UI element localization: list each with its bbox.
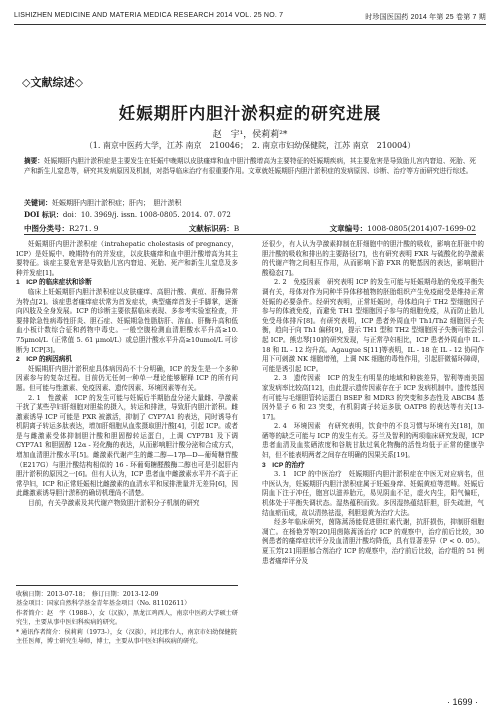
section-heading: 1 ICP 的临床症状和诊断 — [16, 279, 92, 287]
right-column — [262, 240, 484, 566]
journal-title-en: LISHIZHEN MEDICINE AND MATERIA MEDICA RESEARCH 2014 VOL. 25 NO. 7 — [14, 12, 284, 19]
section-heading: 2 ICP 的病因病机 — [16, 356, 72, 364]
footnotes — [16, 590, 238, 646]
article-title: 妊娠期肝内胆汁淤积症的研究进展 — [118, 104, 382, 123]
running-header — [14, 12, 486, 22]
keywords-label: 关键词： — [24, 198, 52, 207]
doc-code: 文献标识码：B — [188, 224, 240, 233]
affiliation: （1. 南京中医药大学，江苏 南京 210046； 2. 南京市妇幼保健院，江苏 南京 210004） — [84, 141, 416, 150]
left-column — [16, 240, 238, 509]
abstract-text: 妊娠期肝内胆汁淤积症是主要发生在妊娠中晚期以皮肤瘙痒和血中胆汁酸增高为主要特征的妊娠期疾病，其主要危害是导致胎儿宫内窘迫、死胎、死产和新生儿窒息等，研究其发病原因及机制，对指导临床治疗有很重要作用。文章就妊娠期肝内胆汁淤积症的发病原因、诊断、治疗等方面研究进行综述。 — [24, 157, 477, 176]
paragraph: 2. 1 性激素 ICP 的发生可能与妊娠后半期胎盘分泌大量雌、孕激素干扰了某些孕妇肝细胞对胆盐的摄入，转运和排泄，导致肝内胆汁淤积。雌激素诱导 ICP 可能是 PXR 被激活，抑制了 CYP7A1 的表达，同时诱导有机阴离子转运多肽表达，增加肝细胞从血浆摄取胆汁酸[4]，引起 ICP。或者是与雌激素受体抑制胆汁酸和胆固醇转运蛋白，上调 CYP7B1 及下调 CYP7A1 和胆固醇 12α - 羟化酶的表达，从而影响胆汁酸分泌和合成方式，增加血清胆汁酸水平[5]。雌激素代谢产生的雌二醇—17β—D—葡萄糖苷酸（E217G）与胆汁酸结构相似的 16 - 环葡萄糖醛酸酶二醇也可是引起肝内胆汁淤积的原因之一[6]。但有人认为，ICP 患者血中雌激素水平并不高于正常孕妇，ICP 和正常妊娠相比雌激素的血清水平和尿排泄量并无差异[6]，因此雌激素诱导胆汁淤积的确切机理尚不清楚。 — [16, 393, 238, 498]
authors: 赵 宇¹，侯莉莉²* — [212, 130, 288, 140]
paragraph: 临床上妊娠期肝内胆汁淤积症以皮肤瘙痒、高胆汁酸、黄疸、肝酶异常为特点[2]。该症患者瘙痒症状常为首发症状，典型瘙痒首发于手脚掌，逐渐向四肢及全身发展。ICP 的诊断主要依据临床表现、多参考实验室检查，并要排除急性病毒性肝炎、胆石症、妊娠期急性脂肪肝、溶血、肝酶升高和低血小板计数综合征和药物中毒史。一般空腹检测血清胆酸水平升高≥10. 75μmol/L（正常值 5. 61 μmol/L）或总胆汁酸水平升高≥10umol/L 可诊断为 ICP[3]。 — [16, 287, 238, 354]
abstract — [24, 156, 476, 177]
classification-row — [24, 223, 476, 234]
paragraph: 2. 2 免疫因素 研究表明 ICP 的发生可能与妊娠期母胎的免疫平衡失调有关，母体对作为同种半异体移植物的胚胎组织产生免疫耐受是维持正常妊娠的必要条件。经研究表明，正常妊娠时，母体趋向于 TH2 型细胞因子参与的体液免疫，而避免 TH1 型细胞因子参与的细胞免疫，从而防止胎儿免受母体排斥[8]。有研究表明，ICP 患者外周血中 Th1/Th2 细胞因子失衡，趋向于向 Th1 偏移[9]，提示 TH1 型和 TH2 型细胞因子失衡可能会引起 ICP。熊忠琴[10]的研究发现，与正常孕妇相比，ICP 患者外周血中 IL - 18 和 IL - 12 均升高。Agaugue S[11]等表明，IL - 18 在 IL - 12 协同作用下可刺激 NK 细胞增殖，上调 NK 细胞的毒性作用，引起肝微循环障碍，可能是诱引起 ICP。 — [262, 278, 484, 373]
footnote: 收稿日期：2013-07-18； 修订日期：2013-12-09 — [16, 591, 159, 598]
doi-label: DOI 标识： — [24, 210, 63, 219]
footnote: 基金项目：国家自然科学基金青年基金项目（No. 81102611） — [16, 600, 191, 608]
page-number: · 1699 · — [446, 697, 478, 707]
article-number: 文章编号：1008-0805(2014)07-1699-02 — [329, 224, 476, 233]
clc: 中图分类号：R271. 9 — [24, 224, 99, 233]
body-rule — [24, 234, 476, 235]
paragraph: 2. 4 环境因素 有研究表明，饮食中的不良习惯与环境有关[18]，加硒等的缺乏可能与 ICP 的发生有关。芬兰及智利的两项临床研究发现，ICP 患者血清及血浆硒浓度和谷胱甘肽过氧化物酶的活性均低于正常的健康孕妇，但不能表明两者之间存在明确的因果关系[19]。 — [262, 422, 484, 460]
doi — [24, 210, 476, 220]
keywords-text: 妊娠期肝内胆汁淤积症；肝内； 胆汁淤积 — [52, 199, 182, 207]
footnote: * 通讯作者简介：侯莉莉（1973-），女（汉族），河北邢台人，南京市妇幼保健院主任医师，博士研究生导师，博士，主要从事中医妇科疾病的研究。 — [16, 628, 237, 646]
section-heading: 3 ICP 的治疗 — [262, 461, 305, 469]
paragraph: 还很少，有人认为孕激素抑制在肝细胞中的胆汁酸的吸收，影响在肝脏中的胆汁酸的吸收和排出的主要路径[7]，也有研究表明 FXR 与硫酸化的孕激素的代谢产物之间相互作用，从而影响下游 FXR 的靶基因的表达，影响胆汁酸稳态[7]。 — [262, 240, 484, 277]
column-tag: ◇文献综述◇ — [22, 76, 83, 89]
paragraph: 2. 3 遗传因素 ICP 的发生有明显的地域和种族差异，智利等南美国家发病率比较高[12]，由此提示遗传因素存在于 ICP 发病机制中。遗传基因有可能与毛细胆管转运蛋白 BSEP 和 MDR3 的突变和多态性及 ABCB4 基因外显子 6 和 23 突变，有机阴离子转运多肽 OATP8 的表达等有关[13-17]。 — [262, 374, 484, 421]
paragraph: 妊娠期肝内胆汁淤积症具体病因尚不十分明确，ICP 的发生是一个多种因素参与的复杂过程。目前仍无任何一种单一理论能够解释 ICP 的所有问题。但可能与性激素、免疫因素、遗传因素、环境因素等有关。 — [16, 364, 238, 392]
footnote-rule — [16, 585, 238, 586]
paragraph: 经多年临床研究，茵陈蒿汤能促进胆红素代谢，抗肝损伤，抑制肝细胞凋亡。在杨艳芳等[20]用茵陈蒿汤治疗 ICP 的观察中，治疗前后比较，30 例患者的瘙痒症状评分及血清胆汁酸均降低，具有显著差异（P < 0. 05）。夏玉芳[21]用胆郁合剂治疗 ICP 的观察中，治疗前后比较，治疗组的 51 例患者瘙痒评分及 — [262, 518, 484, 565]
footnote: 作者简介：赵 宇（1988-），女（汉族），黑龙江鸡西人，南京中医药大学硕士研究生，主要从事中医妇科疾病的研究。 — [16, 609, 239, 627]
doi-text: doi：10. 3969/j. issn. 1008-0805. 2014. 07. 072 — [62, 211, 231, 219]
header-rule — [14, 24, 486, 25]
abstract-label: 摘要： — [24, 157, 44, 165]
paragraph: 3. 1 ICP 的中医治疗 妊娠期肝内胆汁淤积症在中医无对应病名，但中医认为，妊娠期肝内胆汁淤积症属于妊娠身痒、妊娠黄疸等范畴。妊娠后阴血下注于冲任，胞宫以滋养胎元，易见阴血不足，虚火内生，阳气偏旺，机体处于平衡失调状态。湿热蕴积而致。多因湿热蕴结肝胆，肝失疏泄，气结血瘀而成，故以清热祛湿，利胆退黄为治疗大法。 — [262, 470, 484, 517]
paragraph: 目前，有关孕激素及其代谢产物致胆汁淤积分子机制的研究 — [28, 499, 200, 508]
paragraph: 妊娠期肝内胆汁淤积症（intrahepatic cholestasis of pregnancy，ICP）是妊娠中、晚期特有的并发症，以皮肤瘙痒和血中胆汁酸增高为其主要特征。该症主要危害是导致胎儿宫内窘迫、死胎、死产和新生儿窒息及多种并发症[1]。 — [16, 240, 238, 277]
journal-title-cn: 时珍国医国药 2014 年第 25 卷第 7 期 — [365, 14, 486, 21]
keywords — [24, 198, 476, 208]
